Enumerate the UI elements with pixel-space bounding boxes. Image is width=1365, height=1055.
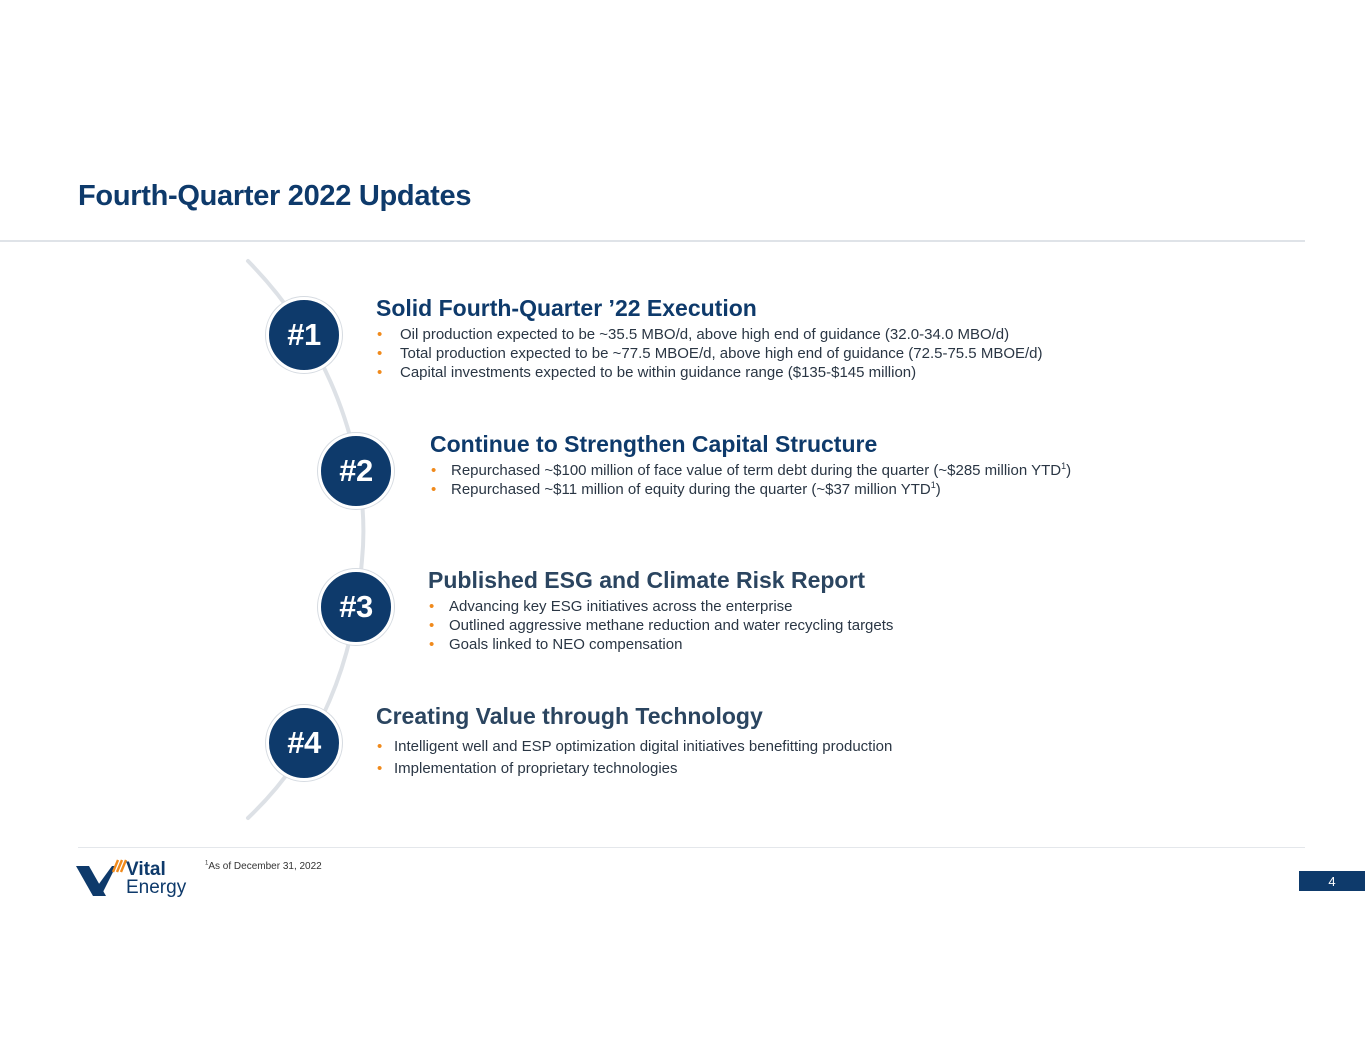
badge-2 (318, 433, 394, 509)
logo-wordmark (126, 861, 186, 897)
list-item: • Implementation of proprietary technologies (376, 758, 892, 780)
logo-line-1: Vital (126, 859, 166, 880)
list-item: • Goals linked to NEO compensation (429, 636, 683, 653)
item-2 (430, 431, 1071, 499)
badge-1 (266, 297, 342, 373)
item-4 (376, 703, 892, 780)
list-item: • Oil production expected to be ~35.5 MBO/d, above high end of guidance (32.0-34.0 MBO/d) (377, 326, 1010, 343)
item-1-title: Solid Fourth-Quarter ’22 Execution (376, 295, 757, 321)
bullet-icon: • (377, 345, 383, 362)
bullet-icon: • (377, 326, 383, 343)
bullet-icon: • (429, 617, 435, 634)
list-item: • Capital investments expected to be within guidance range ($135-$145 million) (377, 364, 917, 381)
bullet-icon: • (431, 481, 437, 498)
list-item: • Repurchased ~$100 million of face value of term debt during the quarter (~$285 million YTD$^1$) (431, 461, 1072, 479)
item-3-title: Published ESG and Climate Risk Report (428, 567, 866, 593)
list-item: • Repurchased ~$11 million of equity during the quarter (~$37 million YTD$^1$) (431, 480, 941, 498)
page-number: 4 (1299, 871, 1365, 891)
list-item: • Advancing key ESG initiatives across the enterprise (429, 598, 793, 615)
item-4-title: Creating Value through Technology (376, 703, 763, 729)
badge-3-label: #3 (339, 589, 373, 624)
logo-line-2: Energy (126, 877, 187, 898)
list-item: • Outlined aggressive methane reduction and water recycling targets (429, 617, 894, 634)
badge-3 (318, 569, 394, 645)
list-item: • Total production expected to be ~77.5 MBOE/d, above high end of guidance (72.5-75.5 MBOE/d) (377, 345, 1043, 362)
page-title: Fourth-Quarter 2022 Updates (78, 180, 472, 212)
bullet-icon: • (431, 462, 437, 479)
bullet-icon: • (429, 636, 435, 653)
bullet-icon: • (377, 364, 383, 381)
badge-4 (266, 705, 342, 781)
item-3 (428, 567, 893, 654)
badge-1-label: #1 (287, 317, 321, 352)
footer-divider (78, 847, 1305, 848)
badge-4-label: #4 (287, 725, 321, 760)
item-1 (376, 295, 1043, 382)
bullet-icon: • (377, 760, 383, 777)
footnote: $^1$As of December 31, 2022 (205, 860, 322, 872)
bullet-icon: • (429, 598, 435, 615)
list-item: • Intelligent well and ESP optimization digital initiatives benefitting production (376, 736, 892, 758)
bullet-icon: • (377, 738, 383, 755)
item-2-title: Continue to Strengthen Capital Structure (430, 431, 878, 457)
badge-2-label: #2 (339, 453, 373, 488)
